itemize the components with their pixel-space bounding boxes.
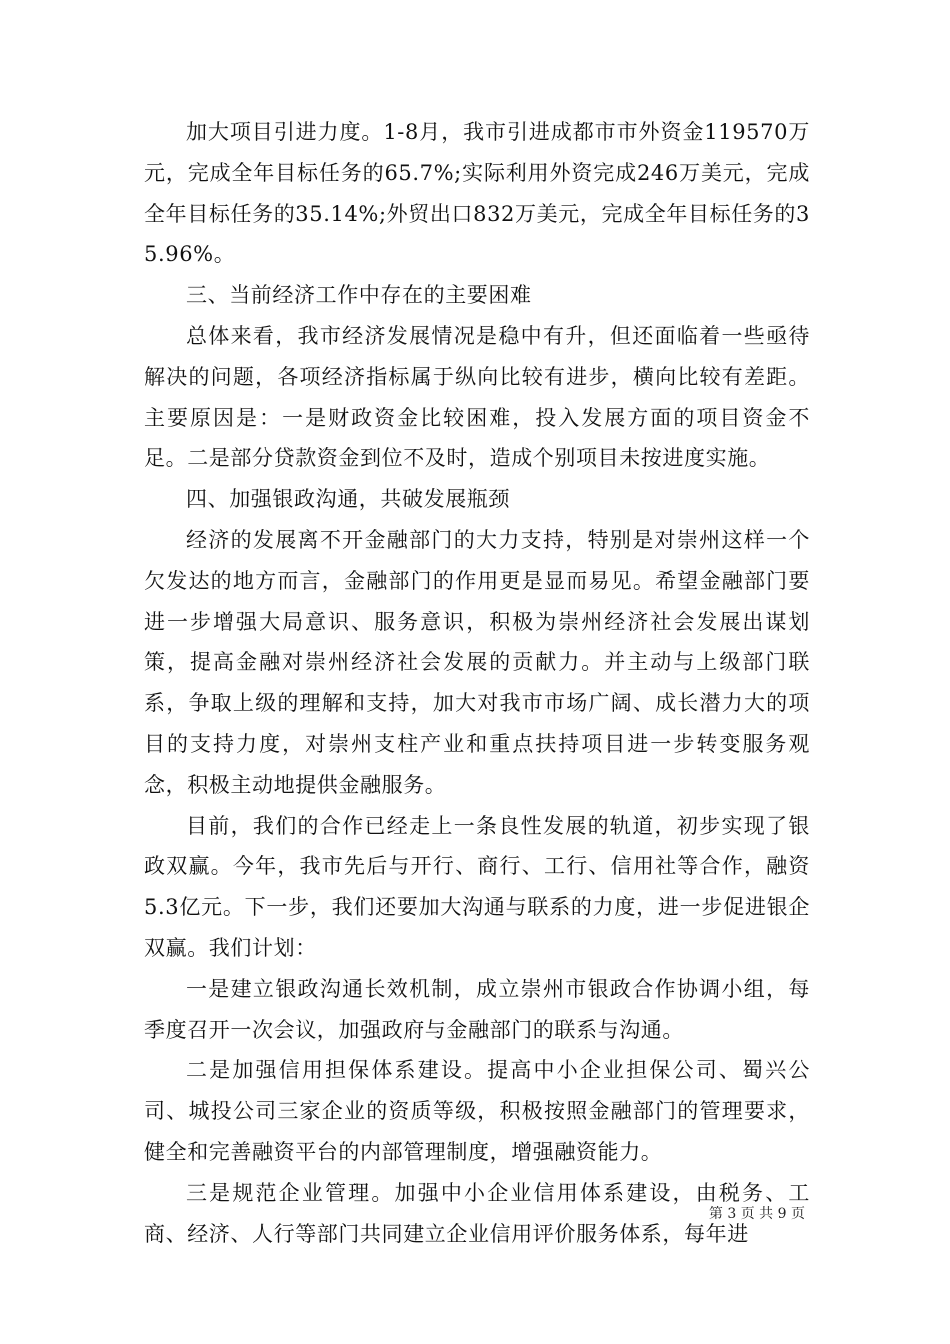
paragraph-difficulties: 总体来看，我市经济发展情况是稳中有升，但还面临着一些亟待解决的问题，各项经济指标属于纵向比较有进步，横向比较有差距。主要原因是：一是财政资金比较困难，投入发展方面的项目资金不足。二是部分贷款资金到位不及时，造成个别项目未按进度实施。 xyxy=(144,323,810,471)
document-body xyxy=(144,112,810,1254)
paragraph-financial-support: 经济的发展离不开金融部门的大力支持，特别是对崇州这样一个欠发达的地方而言，金融部门的作用更是显而易见。希望金融部门要进一步增强大局意识、服务意识，积极为崇州经济社会发展出谋划策，提高金融对崇州经济社会发展的贡献力。并主动与上级部门联系，争取上级的理解和支持，加大对我市市场广阔、成长潜力大的项目的支持力度，对崇州支柱产业和重点扶持项目进一步转变服务观念，积极主动地提供金融服务。 xyxy=(144,527,810,797)
paragraph-cooperation: 目前，我们的合作已经走上一条良性发展的轨道，初步实现了银政双赢。今年，我市先后与开行、商行、工行、信用社等合作，融资5.3亿元。下一步，我们还要加大沟通与联系的力度，进一步促进银企双赢。我们计划： xyxy=(144,813,810,960)
paragraph-plan-three: 三是规范企业管理。加强中小企业信用体系建设，由税务、工商、经济、人行等部门共同建立企业信用评价服务体系，每年进 xyxy=(144,1180,810,1246)
section-heading-main-difficulties: 三、当前经济工作中存在的主要困难 xyxy=(186,283,532,308)
paragraph-plan-two: 二是加强信用担保体系建设。提高中小企业担保公司、蜀兴公司、城投公司三家企业的资质等级，积极按照金融部门的管理要求，健全和完善融资平台的内部管理制度，增强融资能力。 xyxy=(144,1058,810,1164)
paragraph-project-introduction: 加大项目引进力度。1-8月，我市引进成都市市外资金119570万元，完成全年目标任务的65.7%;实际利用外资完成246万美元，完成全年目标任务的35.14%;外贸出口832万美元，完成全年目标任务的35.96%。 xyxy=(144,120,810,267)
paragraph-plan-one: 一是建立银政沟通长效机制，成立崇州市银政合作协调小组，每季度召开一次会议，加强政府与金融部门的联系与沟通。 xyxy=(144,976,810,1042)
section-heading-bank-government: 四、加强银政沟通，共破发展瓶颈 xyxy=(186,487,510,512)
page-number-footer: 第 3 页 共 9 页 xyxy=(708,1206,805,1222)
